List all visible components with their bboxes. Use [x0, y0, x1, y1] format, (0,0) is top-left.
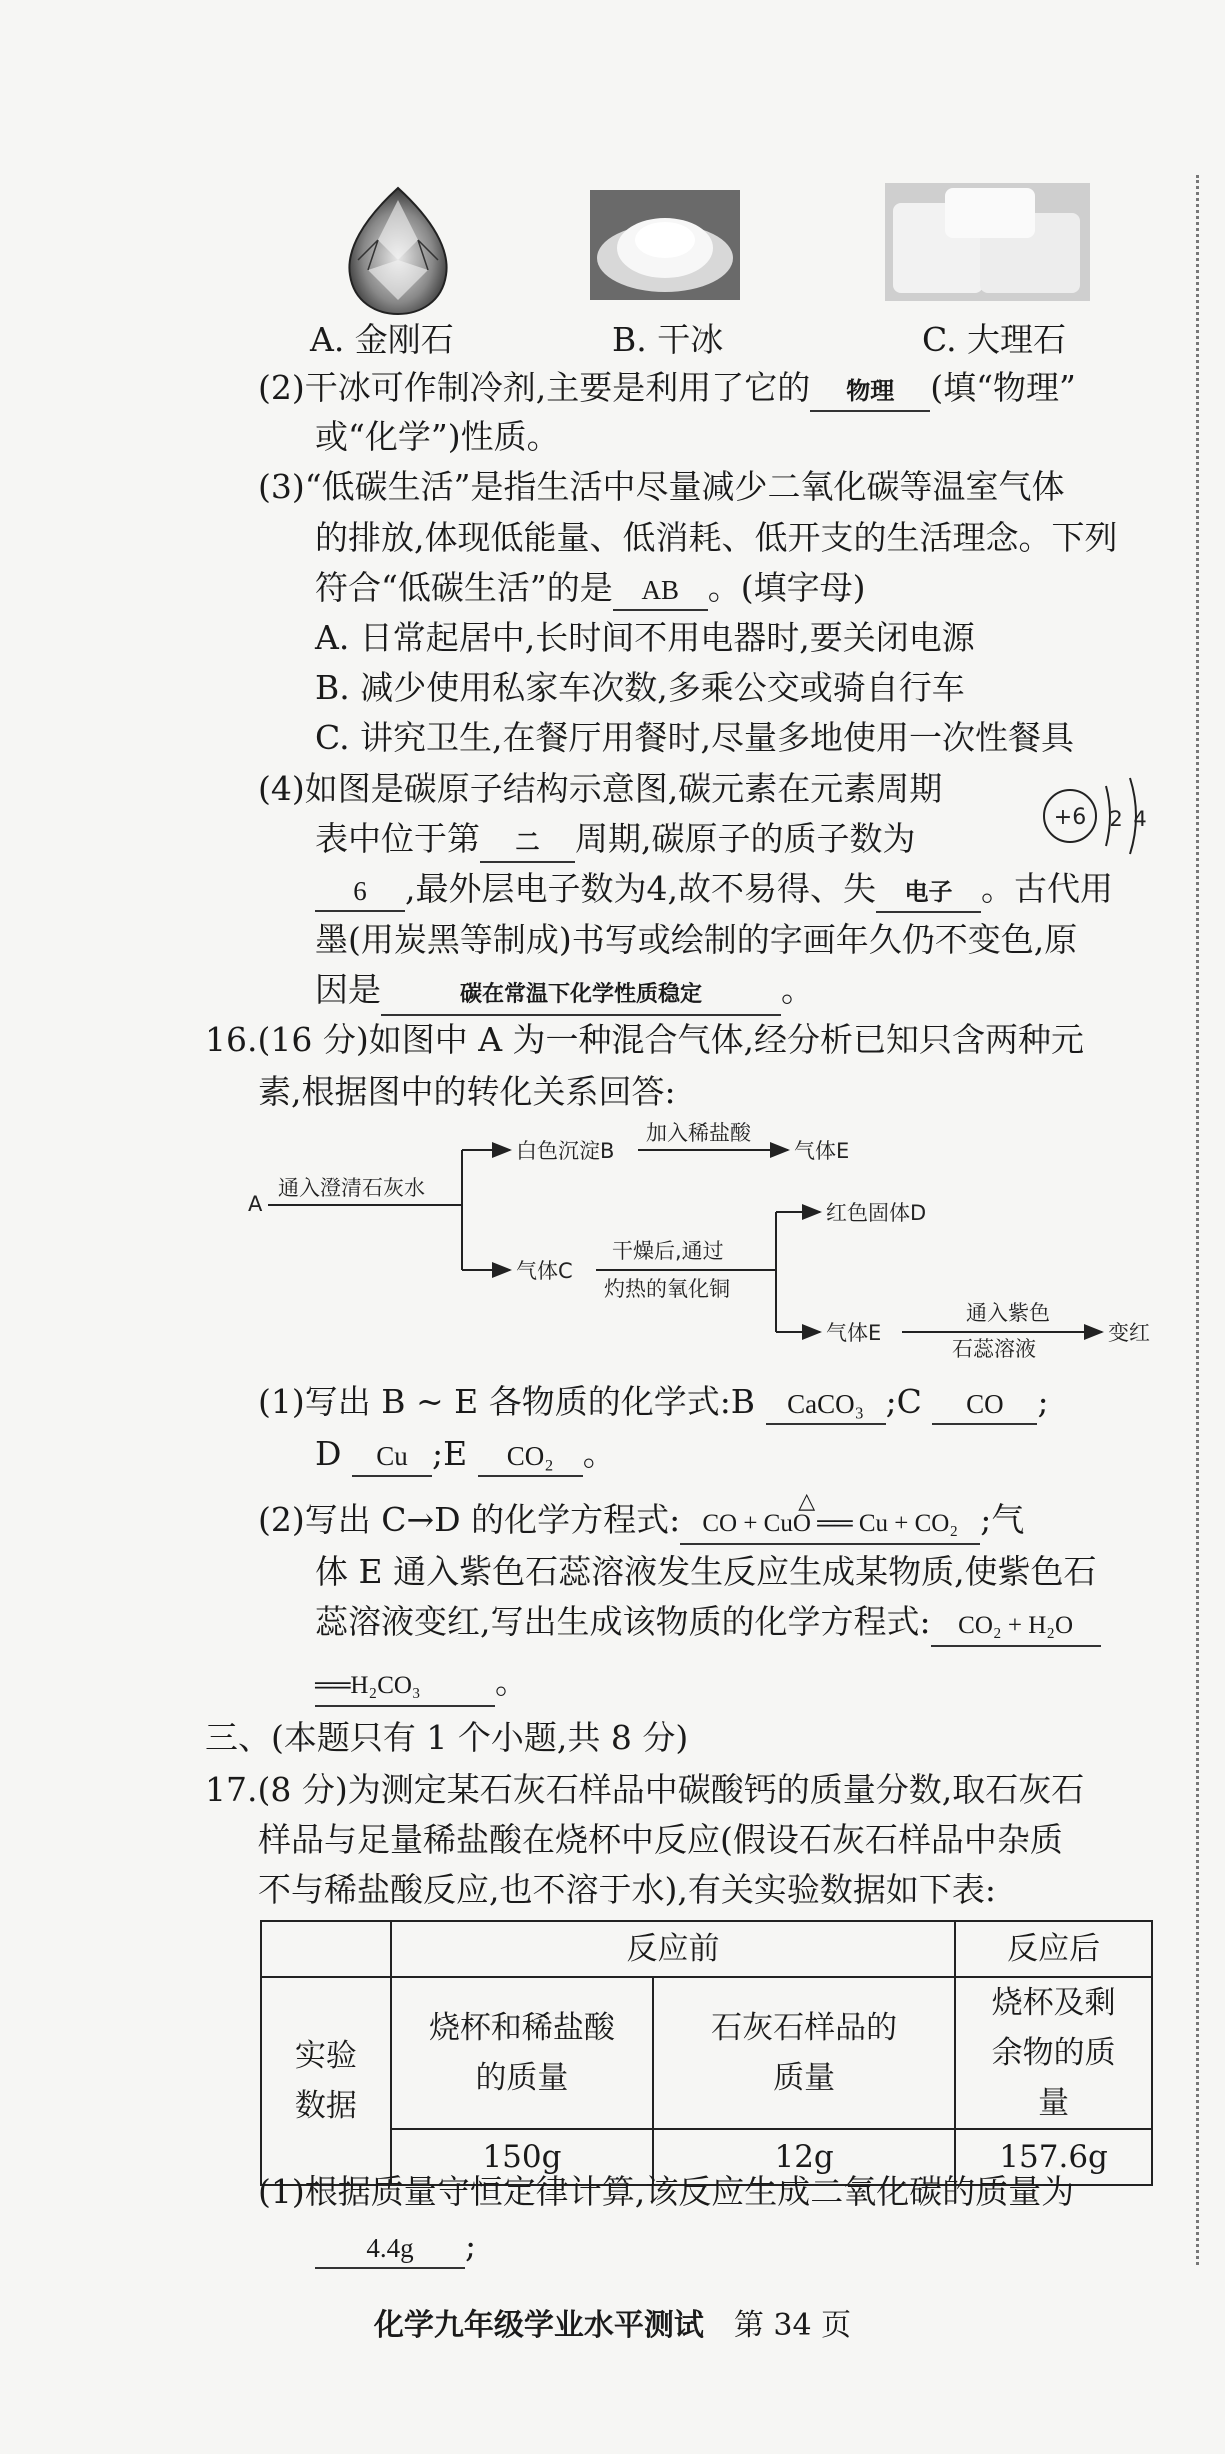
diagram-e-top: 气体E	[794, 1139, 850, 1163]
q3-option-c: C. 讲究卫生,在餐厅用餐时,尽量多地使用一次性餐具	[315, 718, 1075, 757]
q2-answer: 物理	[810, 372, 930, 412]
q4-line3	[315, 867, 1113, 913]
q17-line2: 样品与足量稀盐酸在烧杯中反应(假设石灰石样品中杂质	[258, 1820, 1063, 1859]
marble-image	[885, 183, 1090, 301]
q16-sub1-dot: 。	[582, 1434, 616, 1473]
image-caption-b: B. 干冰	[612, 320, 724, 359]
q16-line2: 素,根据图中的转化关系回答:	[258, 1072, 676, 1111]
table-col3-header: 烧杯及剩余物的质量	[955, 1977, 1152, 2129]
section-three-heading: 三、(本题只有 1 个小题,共 8 分)	[205, 1718, 689, 1757]
diagram-e-bottom: 气体E	[826, 1321, 882, 1345]
dry-ice-image	[590, 190, 740, 300]
table-value-1: 150g	[391, 2129, 653, 2185]
q16-eq1-answer: CO + CuO ══ Cu + CO₂	[680, 1505, 980, 1545]
page-footer	[0, 2300, 1225, 2344]
table-row-label: 实验数据	[261, 1977, 391, 2185]
table-header-before: 反应前	[391, 1921, 955, 1977]
q16-b-answer: CaCO₃	[766, 1385, 886, 1425]
q16-line1: 16.(16 分)如图中 A 为一种混合气体,经分析已知只含两种元	[205, 1020, 1085, 1059]
q4-line5	[315, 968, 814, 1016]
table-header-after: 反应后	[955, 1921, 1152, 1977]
diagram-result: 变红	[1108, 1321, 1150, 1345]
diamond-image	[338, 180, 458, 320]
q3-line3	[315, 566, 866, 611]
q16-c-answer: CO	[932, 1385, 1037, 1425]
q16-eq1-condition: △	[798, 1489, 816, 1514]
q16-sub2-line4	[315, 1660, 528, 1707]
diagram-c: 气体C	[516, 1259, 573, 1283]
q16-sub1-text: (1)写出 B ~ E 各物质的化学式:B	[258, 1382, 756, 1421]
q2-text: (2)干冰可作制冷剂,主要是利用了它的	[258, 368, 811, 407]
footer-page-number: 第 34 页	[733, 2308, 852, 2343]
diagram-a: A	[248, 1192, 263, 1216]
q4-line2	[315, 817, 916, 863]
q4-protons-answer: 6	[315, 872, 405, 912]
q16-sub1-line1	[258, 1380, 1049, 1425]
q16-eq2b-answer: ══H₂CO₃	[315, 1667, 495, 1707]
table-value-3: 157.6g	[955, 2129, 1152, 2185]
q16-sub1-line2	[315, 1432, 616, 1477]
q16-eq2a-answer: CO₂ + H₂O	[931, 1607, 1101, 1647]
q3-text-post: 。(填字母)	[707, 568, 866, 607]
atom-nucleus: +6	[1053, 805, 1087, 830]
footer-title: 化学九年级学业水平测试	[373, 2308, 704, 2343]
q16-sub2-line3-text: 蕊溶液变红,写出生成该物质的化学方程式:	[315, 1602, 931, 1641]
diagram-arrowc2-label: 灼热的氧化铜	[604, 1277, 730, 1301]
q2-text-post: (填“物理”	[930, 368, 1076, 407]
diagram-d: 红色固体D	[826, 1201, 927, 1225]
q4-line4: 墨(用炭黑等制成)书写或绘制的字画年久仍不变色,原	[315, 920, 1078, 959]
q4-line1: (4)如图是碳原子结构示意图,碳元素在元素周期	[258, 769, 943, 808]
q16-e-answer: CO₂	[478, 1437, 583, 1477]
q4-text: 表中位于第	[315, 819, 480, 858]
atom-shell1: 2	[1109, 807, 1123, 831]
q4-text-post2: 。古代用	[980, 869, 1113, 908]
q16-sub1-c: ;C	[885, 1382, 922, 1421]
binding-dash-line	[1196, 175, 1199, 2265]
q4-text-mid: ,最外层电子数为4,故不易得、失	[405, 869, 876, 908]
experiment-data-table	[260, 1920, 1153, 2186]
q3-answer: AB	[613, 571, 708, 611]
q16-sub2-line3	[315, 1600, 1101, 1647]
q4-period-answer: 二	[480, 823, 575, 863]
q3-line2: 的排放,体现低能量、低消耗、低开支的生活理念。下列	[315, 518, 1118, 557]
q4-text-reason-post: 。	[781, 970, 814, 1009]
conversion-diagram	[240, 1120, 1170, 1360]
table-col1-header: 烧杯和稀盐酸的质量	[391, 1977, 653, 2129]
q17-sub1-line1: (1)根据质量守恒定律计算,该反应生成二氧化碳的质量为	[258, 2172, 1075, 2211]
q16-d-answer: Cu	[352, 1437, 432, 1477]
q16-sub2-text: (2)写出 C→D 的化学方程式:	[258, 1500, 681, 1539]
q16-sub2-dot: 。	[495, 1662, 528, 1701]
diagram-b: 白色沉淀B	[516, 1139, 615, 1163]
q17-answer: 4.4g	[315, 2229, 465, 2269]
image-caption-c: C. 大理石	[922, 320, 1067, 359]
q3-line1: (3)“低碳生活”是指生活中尽量减少二氧化碳等温室气体	[258, 467, 1065, 506]
q16-sub2-line1	[258, 1489, 1025, 1545]
diagram-arrow1-label: 通入澄清石灰水	[278, 1176, 425, 1200]
q4-reason-answer: 碳在常温下化学性质稳定	[381, 976, 781, 1016]
q16-sub1-d: D	[315, 1434, 342, 1473]
q3-text: 符合“低碳生活”的是	[315, 568, 613, 607]
q16-sub1-end: ;	[1037, 1382, 1049, 1421]
q16-sub1-e: ;E	[431, 1434, 468, 1473]
diagram-arrowe1-label: 通入紫色	[966, 1301, 1050, 1325]
table-value-2: 12g	[653, 2129, 955, 2185]
q17-line1: 17.(8 分)为测定某石灰石样品中碳酸钙的质量分数,取石灰石	[205, 1770, 1085, 1809]
q17-line3: 不与稀盐酸反应,也不溶于水),有关实验数据如下表:	[258, 1870, 996, 1909]
q2-line1	[258, 366, 1076, 412]
q4-electron-answer: 电子	[876, 873, 981, 913]
q16-sub2-line2: 体 E 通入紫色石蕊溶液发生反应生成某物质,使紫色石	[315, 1552, 1097, 1591]
q16-sub2-post: ;气	[980, 1500, 1025, 1539]
q17-sub1-line2	[315, 2224, 476, 2269]
carbon-atom-diagram	[1040, 770, 1160, 865]
q2-line2: 或“化学”)性质。	[315, 417, 560, 456]
diagram-arrowc1-label: 干燥后,通过	[612, 1239, 724, 1263]
atom-shell2: 4	[1133, 807, 1147, 831]
q3-option-a: A. 日常起居中,长时间不用电器时,要关闭电源	[315, 618, 975, 657]
table-corner	[261, 1921, 391, 1977]
q17-sub1-end: ;	[465, 2226, 477, 2265]
table-col2-header: 石灰石样品的质量	[653, 1977, 955, 2129]
q3-option-b: B. 减少使用私家车次数,多乘公交或骑自行车	[315, 668, 965, 707]
q4-text-reason-pre: 因是	[315, 970, 381, 1009]
image-caption-a: A. 金刚石	[310, 320, 454, 359]
diagram-arrowb-label: 加入稀盐酸	[646, 1121, 751, 1145]
q4-text-post: 周期,碳原子的质子数为	[575, 819, 916, 858]
diagram-arrowe2-label: 石蕊溶液	[952, 1337, 1036, 1360]
